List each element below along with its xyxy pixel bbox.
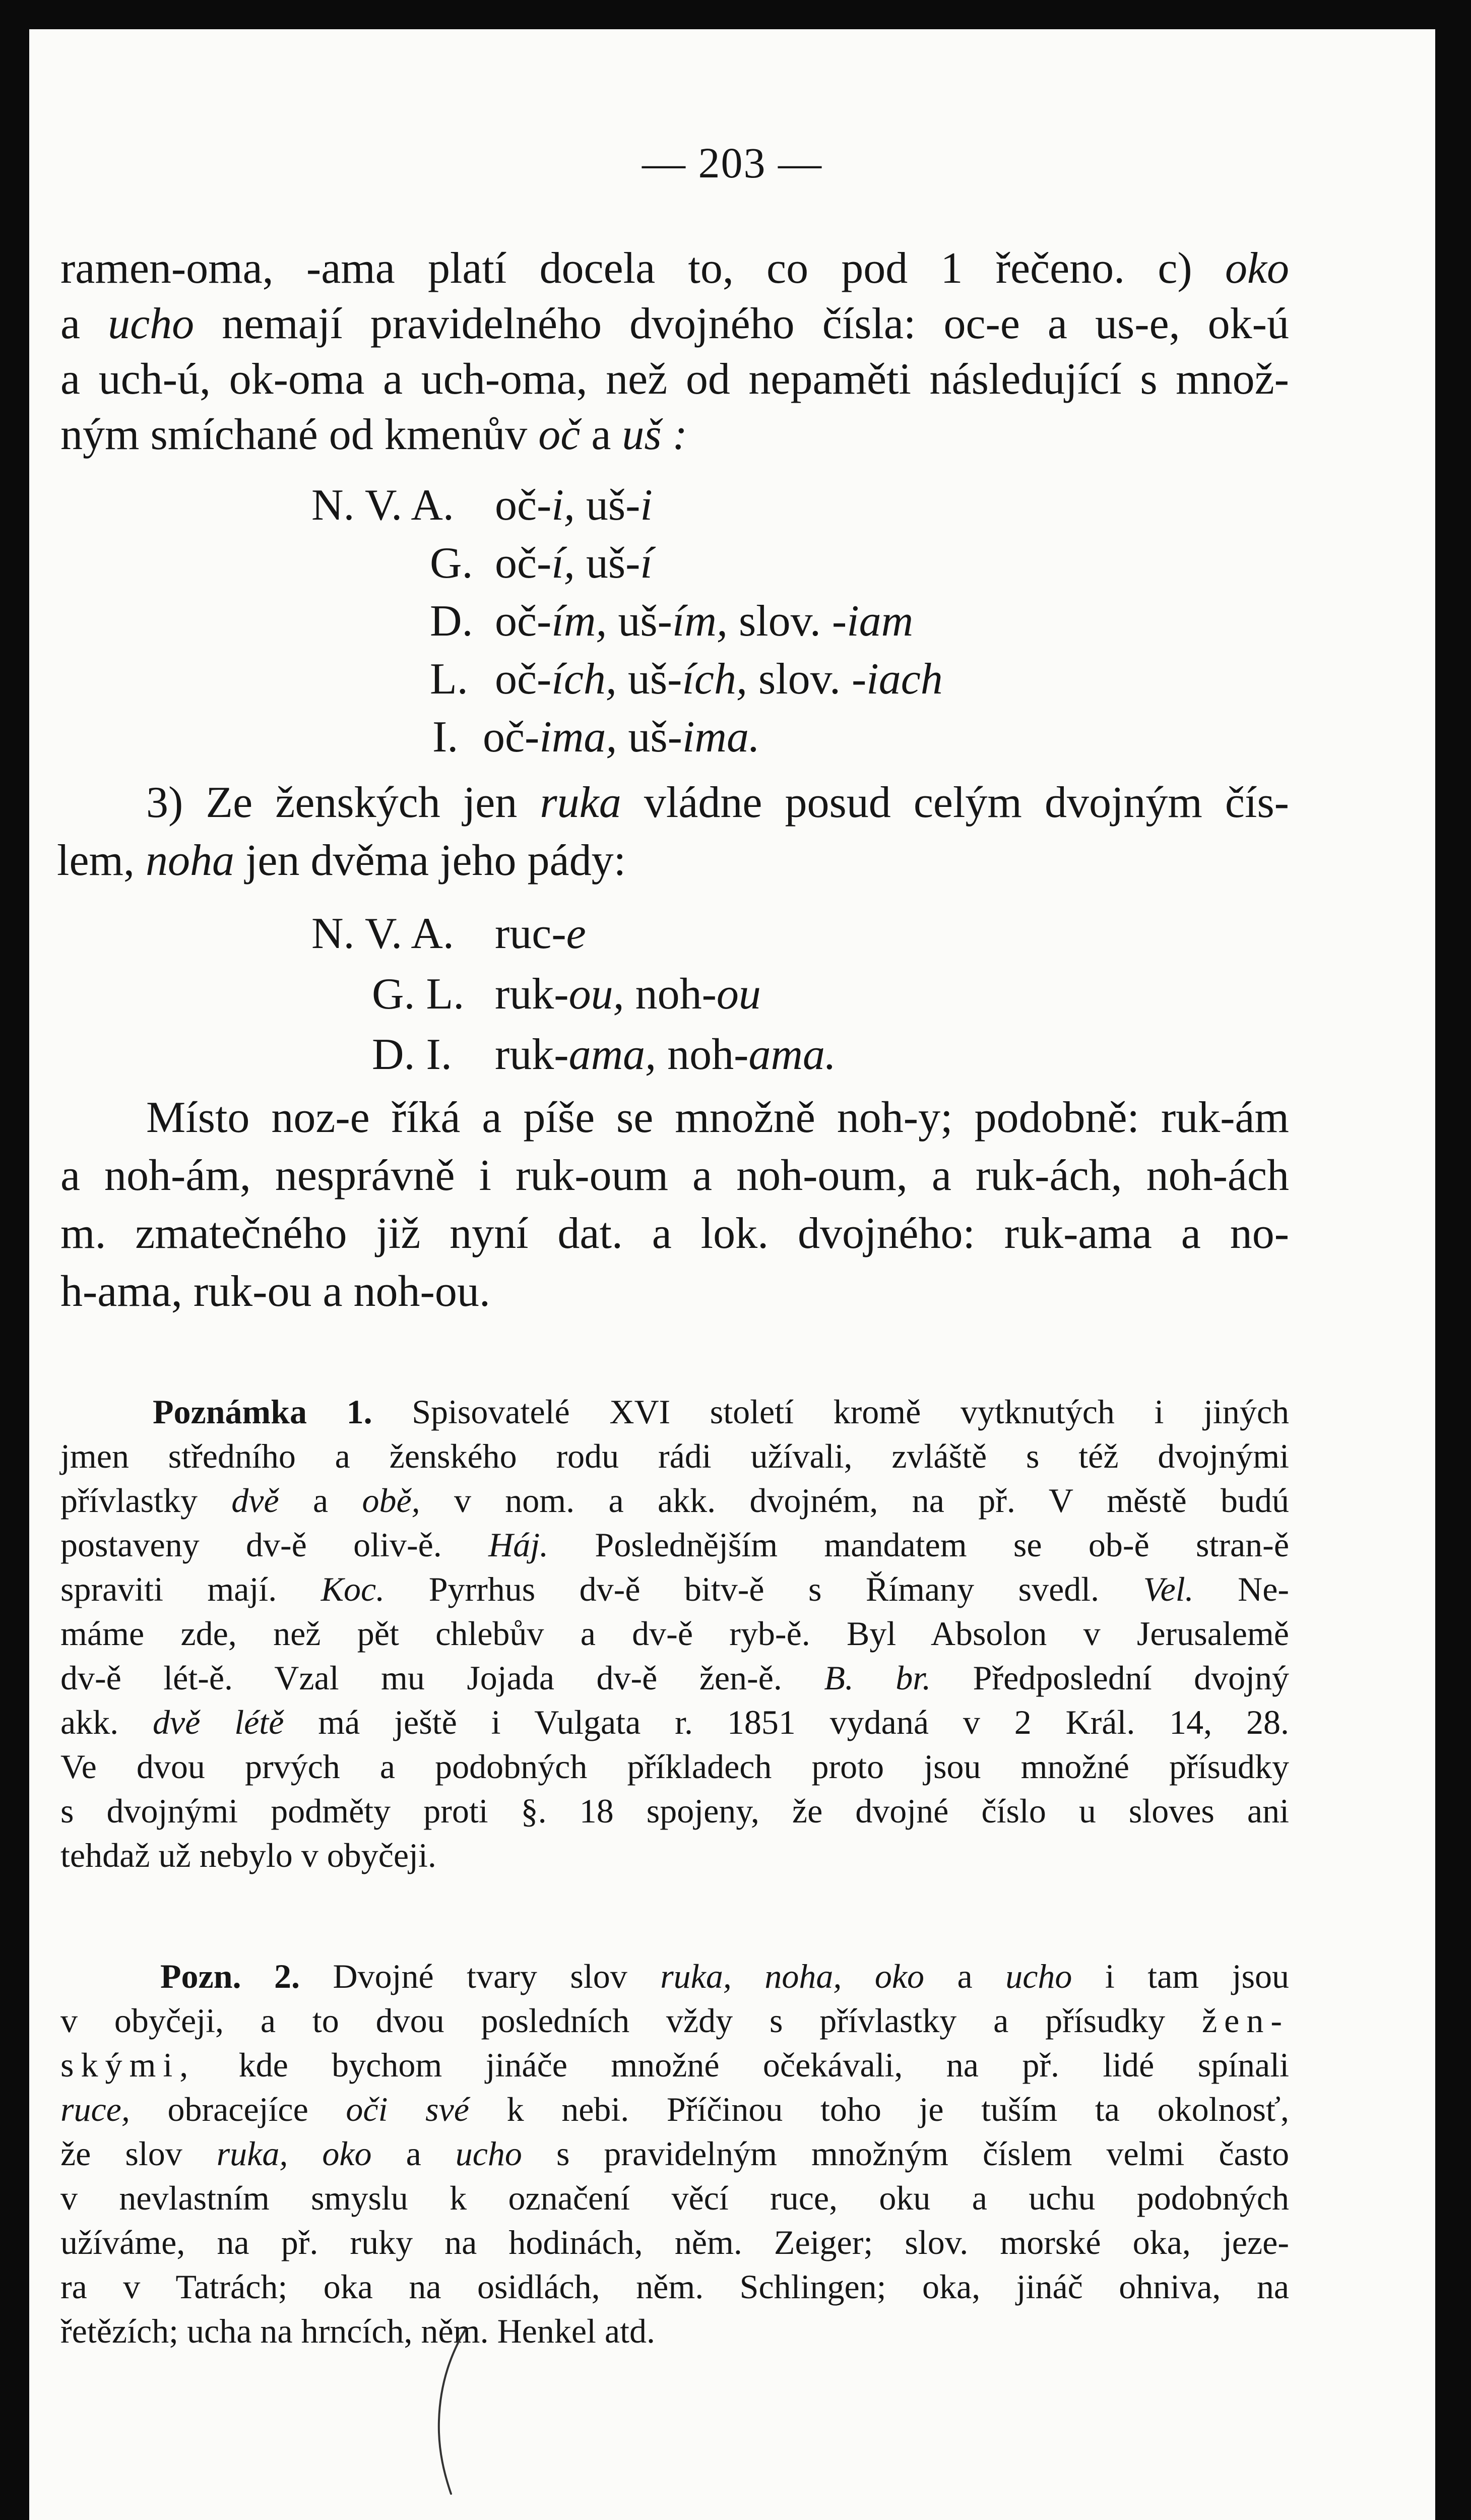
paradigm1-row-d: D. bbox=[430, 597, 473, 646]
paradigm2-forms-di: ruk-ama, noh-ama. bbox=[495, 1030, 837, 1079]
paradigm2-row-nva: N. V. A. bbox=[311, 909, 454, 958]
note1-line-6: máme zde, než pět chlebův a dv-ě ryb-ě. Byl Absolon v Jerusalemě bbox=[60, 1614, 1289, 1653]
misto-line-4: h-ama, ruk-ou a noh-ou. bbox=[60, 1267, 490, 1316]
paradigm1-row-l: L. bbox=[430, 655, 468, 704]
note2-line-4: ruce, obracejíce oči své k nebi. Příčinou toho je tuším ta okolnosť, bbox=[60, 2090, 1290, 2128]
note1-label: Poznámka 1. bbox=[153, 1393, 372, 1431]
note2-label: Pozn. 2. bbox=[160, 1957, 300, 1995]
note2-line-2: v obyčeji, a to dvou posledních vždy s přívlastky a přísudky žen- bbox=[60, 2001, 1289, 2040]
note1-line-4: postaveny dv-ě oliv-ě. Háj. Poslednějším mandatem se ob-ě stran-ě bbox=[60, 1526, 1290, 1564]
note1-line-11: tehdaž už nebylo v obyčeji. bbox=[60, 1836, 436, 1874]
section3-line-1: 3) Ze ženských jen ruka vládne posud celým dvojným čís- bbox=[146, 778, 1289, 827]
note1-line-9: Ve dvou prvých a podobných příkladech proto jsou množné přísudky bbox=[60, 1747, 1289, 1786]
note2-line-1: Pozn. 2. Dvojné tvary slov ruka, noha, oko a ucho i tam jsou bbox=[160, 1957, 1290, 1995]
body-line-4: ným smíchané od kmenův oč a uš : bbox=[60, 410, 687, 459]
note1-line-8: akk. dvě létě má ještě i Vulgata r. 1851 vydaná v 2 Král. 14, 28. bbox=[60, 1703, 1290, 1741]
paradigm1-row-i: I. bbox=[432, 713, 459, 762]
paradigm2-row-di: D. I. bbox=[372, 1030, 452, 1079]
note1-line-5: spraviti mají. Koc. Pyrrhus dv-ě bitv-ě s Římany svedl. Vel. Ne- bbox=[60, 1570, 1290, 1608]
note2-line-5: že slov ruka, oko a ucho s pravidelným množným číslem velmi často bbox=[60, 2134, 1290, 2173]
note1-line-3: přívlastky dvě a obě, v nom. a akk. dvojném, na př. V městě budú bbox=[60, 1481, 1290, 1520]
paradigm2-forms-gl: ruk-ou, noh-ou bbox=[495, 970, 761, 1019]
misto-line-1: Místo noz-e říká a píše se množně noh-y; podobně: ruk-ám bbox=[146, 1093, 1289, 1142]
note2-line-7: užíváme, na př. ruky na hodinách, něm. Zeiger; slov. morské oka, jeze- bbox=[60, 2223, 1289, 2261]
section3-line-2: lem, noha jen dvěma jeho pády: bbox=[57, 836, 626, 885]
note2-line-3: skými, kde bychom jináče množné očekávali, na př. lidé spínali bbox=[60, 2046, 1290, 2084]
body-line-1: ramen-oma, -ama platí docela to, co pod 1 řečeno. c) oko bbox=[60, 244, 1290, 293]
note2-line-6: v nevlastním smyslu k označení věcí ruce, oku a uchu podobných bbox=[60, 2179, 1289, 2217]
page-number: — 203 — bbox=[642, 139, 822, 187]
note2-line-9: řetězích; ucha na hrncích, něm. Henkel atd. bbox=[60, 2312, 656, 2350]
paradigm1-forms-g: oč-í, uš-í bbox=[495, 539, 653, 588]
paradigm1-forms-nva: oč-i, uš-i bbox=[495, 481, 653, 530]
paradigm1-forms-l: oč-ích, uš-ích, slov. -iach bbox=[495, 655, 943, 704]
paradigm1-forms-i: oč-ima, uš-ima. bbox=[483, 713, 760, 762]
note2-line-8: ra v Tatrách; oka na osidlách, něm. Schlingen; oka, jináč ohniva, na bbox=[60, 2267, 1289, 2306]
note1-line-10: s dvojnými podměty proti §. 18 spojeny, že dvojné číslo u sloves ani bbox=[60, 1792, 1289, 1830]
misto-line-3: m. zmatečného již nyní dat. a lok. dvojného: ruk-ama a no- bbox=[60, 1209, 1289, 1258]
paradigm2-row-gl: G. L. bbox=[372, 970, 465, 1019]
body-line-2: a ucho nemají pravidelného dvojného čísla: oc-e a us-e, ok-ú bbox=[60, 299, 1289, 348]
note1-line-1: Poznámka 1. Spisovatelé XVI století kromě vytknutých i jiných bbox=[153, 1393, 1289, 1431]
paradigm1-row-nva: N. V. A. bbox=[311, 481, 454, 530]
paradigm2-forms-nva: ruc-e bbox=[495, 909, 586, 958]
note1-line-7: dv-ě lét-ě. Vzal mu Jojada dv-ě žen-ě. B. br. Předposlední dvojný bbox=[60, 1659, 1290, 1697]
body-line-3: a uch-ú, ok-oma a uch-oma, než od nepaměti následující s množ- bbox=[60, 355, 1289, 404]
misto-line-2: a noh-ám, nesprávně i ruk-oum a noh-oum, a ruk-ách, noh-ách bbox=[60, 1151, 1289, 1200]
note1-line-2: jmen středního a ženského rodu rádi užívali, zvláště s též dvojnými bbox=[60, 1437, 1289, 1475]
paradigm1-forms-d: oč-ím, uš-ím, slov. -iam bbox=[495, 597, 914, 646]
book-page bbox=[29, 29, 1435, 2520]
paradigm1-row-g: G. bbox=[430, 539, 473, 588]
pencil-mark bbox=[430, 2325, 490, 2496]
